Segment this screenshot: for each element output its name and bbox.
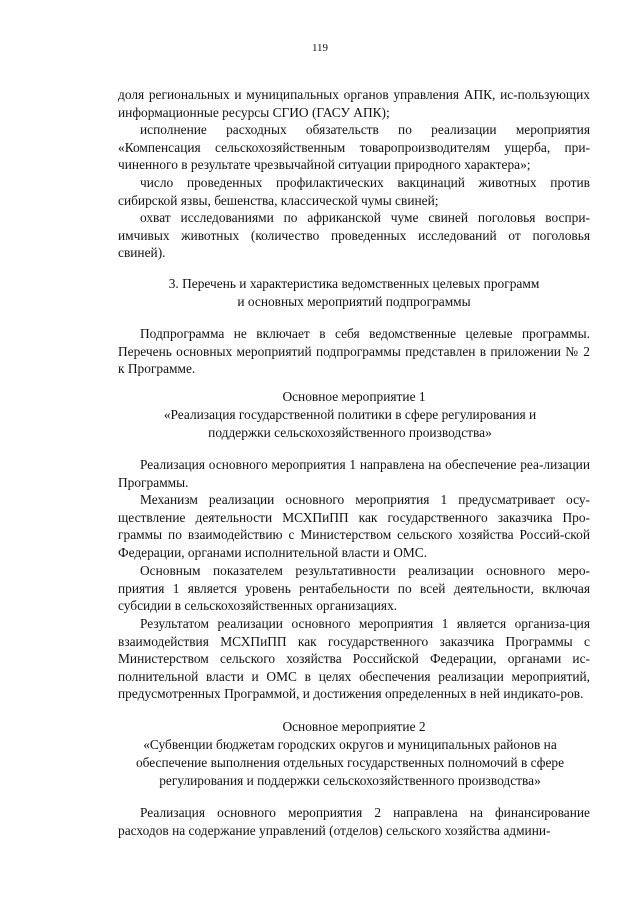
- paragraph-indicator-agro-management: доля региональных и муниципальных органов управления АПК, ис-пользующих информационные ресурсы СГИО (ГАСУ АПК);: [118, 87, 590, 120]
- measure-1-subtitle-line-1: «Реализация государственной политики в сфере регулирования и: [163, 407, 537, 422]
- measure-1-paragraph-4: Результатом реализации основного мероприятия 1 является организа-ция взаимодействия МСХПиПП как государственного заказчика Программы с Министерством сельского хозяйства Российской Федерации, органами ис-полнительной власти и ОМС в целях обеспечения реализации мероприятий, предусмотренных Программой, и достижения определенных в ней индикато-ров.: [118, 616, 590, 702]
- measure-2-subtitle-line-3: регулирования и поддержки сельскохозяйственного производства»: [159, 773, 541, 788]
- measure-2-subtitle-line-1: «Субвенции бюджетам городских округов и муниципальных районов на: [143, 737, 557, 752]
- measure-2-title: Основное мероприятие 2: [282, 719, 426, 734]
- section-3-paragraph: Подпрограмма не включает в себя ведомственные целевые программы. Перечень основных мероприятий подпрограммы представлен в приложении № 2 к Программе.: [118, 326, 590, 377]
- measure-2-paragraph: Реализация основного мероприятия 2 направлена на финансирование расходов на содержание управлений (отделов) сельского хозяйства админи-: [118, 805, 590, 838]
- paragraph-indicator-compensation: исполнение расходных обязательств по реализации мероприятия «Компенсация сельскохозяйственным товаропроизводителям ущерба, при-чиненного в результате чрезвычайной ситуации природного характера»;: [118, 122, 590, 173]
- measure-1-paragraph-3: Основным показателем результативности реализации основного меро-приятия 1 является уровень рентабельности по всей деятельности, включая субсидии в сельскохозяйственных организациях.: [118, 563, 590, 614]
- measure-2-subtitle-line-2: обеспечение выполнения отдельных государственных полномочий в сфере: [135, 755, 565, 770]
- measure-1-paragraph-2: Механизм реализации основного мероприятия 1 предусматривает осу-ществление деятельности МСХПиПП как государственного заказчика Про-граммы по взаимодействию с Министерством сельского хозяйства Россий-ской Федерации, органами исполнительной власти и ОМС.: [118, 492, 590, 560]
- paragraph-indicator-vaccinations: число проведенных профилактических вакцинаций животных против сибирской язвы, бешенства, классической чумы свиней;: [118, 175, 590, 208]
- paragraph-indicator-asf-coverage: охват исследованиями по африканской чуме свиней поголовья воспри-имчивых животных (количество проведенных исследований от поголовья свиней).: [118, 210, 590, 261]
- section-3-heading-line-2: и основных мероприятий подпрограммы: [237, 294, 471, 309]
- measure-1-title: Основное мероприятие 1: [282, 389, 426, 404]
- measure-1-subtitle-line-2: поддержки сельскохозяйственного производства»: [208, 425, 492, 440]
- page-number: 119: [311, 42, 329, 54]
- measure-1-paragraph-1: Реализация основного мероприятия 1 направлена на обеспечение реа-лизации Программы.: [118, 457, 590, 490]
- section-3-heading-line-1: 3. Перечень и характеристика ведомственных целевых программ: [168, 276, 540, 291]
